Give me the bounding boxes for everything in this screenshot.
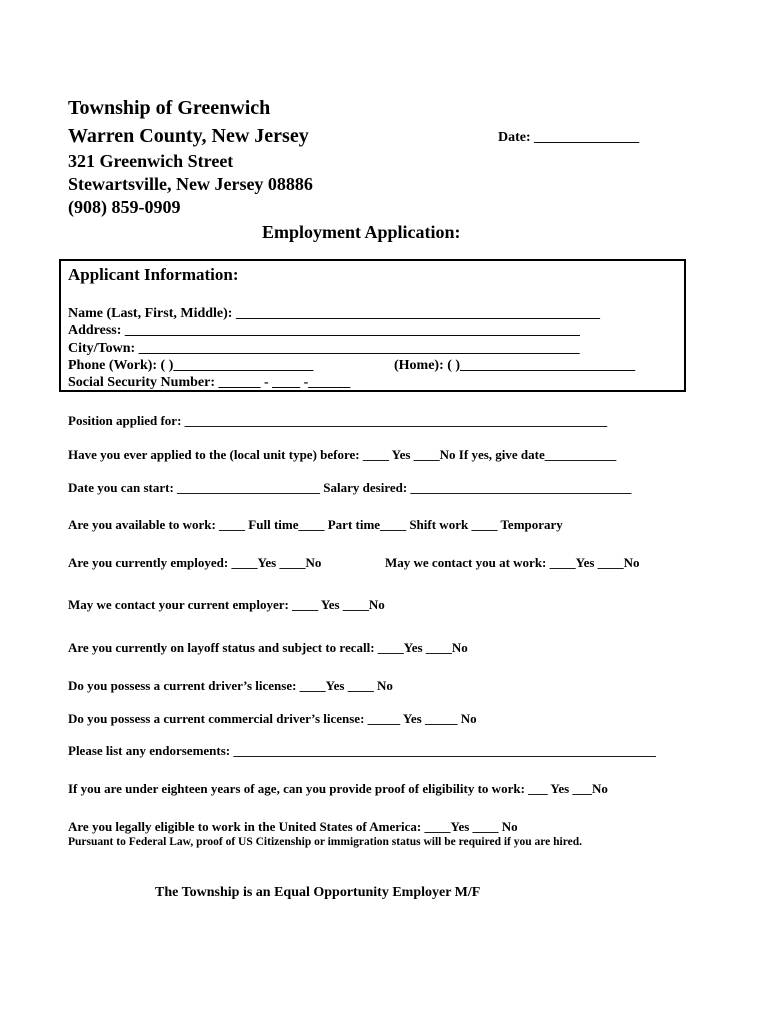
contact-employer-question[interactable]: May we contact your current employer: ____ Yes ____No (68, 597, 385, 612)
street-address: 321 Greenwich Street (68, 151, 234, 171)
contact-work-question[interactable]: May we contact you at work: ____Yes ____No (385, 555, 640, 570)
applicant-info-heading: Applicant Information: (68, 265, 239, 284)
under-eighteen-question[interactable]: If you are under eighteen years of age, can you provide proof of eligibility to work: ___ Yes ___No (68, 781, 608, 796)
eeo-statement: The Township is an Equal Opportunity Employer M/F (155, 885, 481, 900)
employed-question[interactable]: Are you currently employed: ____Yes ____No (68, 555, 322, 570)
address-field[interactable]: Address: _________________________________________________________________ (68, 323, 580, 338)
ssn-field[interactable]: Social Security Number: ______ - ____ -______ (68, 375, 351, 390)
start-salary-fields[interactable]: Date you can start: ______________________ Salary desired: __________________________________ (68, 480, 632, 495)
position-field[interactable]: Position applied for: _________________________________________________________________ (68, 413, 608, 428)
layoff-question[interactable]: Are you currently on layoff status and subject to recall: ____Yes ____No (68, 640, 468, 655)
phone-work-field[interactable]: Phone (Work): ( )____________________ (68, 358, 314, 373)
org-name: Township of Greenwich (68, 97, 271, 119)
county-name: Warren County, New Jersey (68, 125, 309, 147)
endorsements-field[interactable]: Please list any endorsements: _________________________________________________________________ (68, 743, 656, 758)
phone-home-field[interactable]: (Home): ( )_________________________ (394, 358, 636, 373)
commercial-license-question[interactable]: Do you possess a current commercial driver’s license: _____ Yes _____ No (68, 711, 477, 726)
availability-question[interactable]: Are you available to work: ____ Full time____ Part time____ Shift work ____ Temporary (68, 517, 563, 532)
city-address: Stewartsville, New Jersey 08886 (68, 174, 313, 194)
city-town-field[interactable]: City/Town: _______________________________________________________________ (68, 341, 580, 356)
federal-law-note: Pursuant to Federal Law, proof of US Citizenship or immigration status will be required if you are hired. (68, 836, 582, 848)
name-field[interactable]: Name (Last, First, Middle): ____________________________________________________ (68, 306, 600, 321)
form-title: Employment Application: (262, 222, 461, 242)
applied-before-question[interactable]: Have you ever applied to the (local unit type) before: ____ Yes ____No If yes, give date___________ (68, 447, 617, 462)
phone-number: (908) 859-0909 (68, 197, 181, 217)
drivers-license-question[interactable]: Do you possess a current driver’s license: ____Yes ____ No (68, 678, 393, 693)
eligible-question[interactable]: Are you legally eligible to work in the United States of America: ____Yes ____ No (68, 819, 518, 834)
date-field[interactable]: Date: _______________ (498, 130, 640, 145)
